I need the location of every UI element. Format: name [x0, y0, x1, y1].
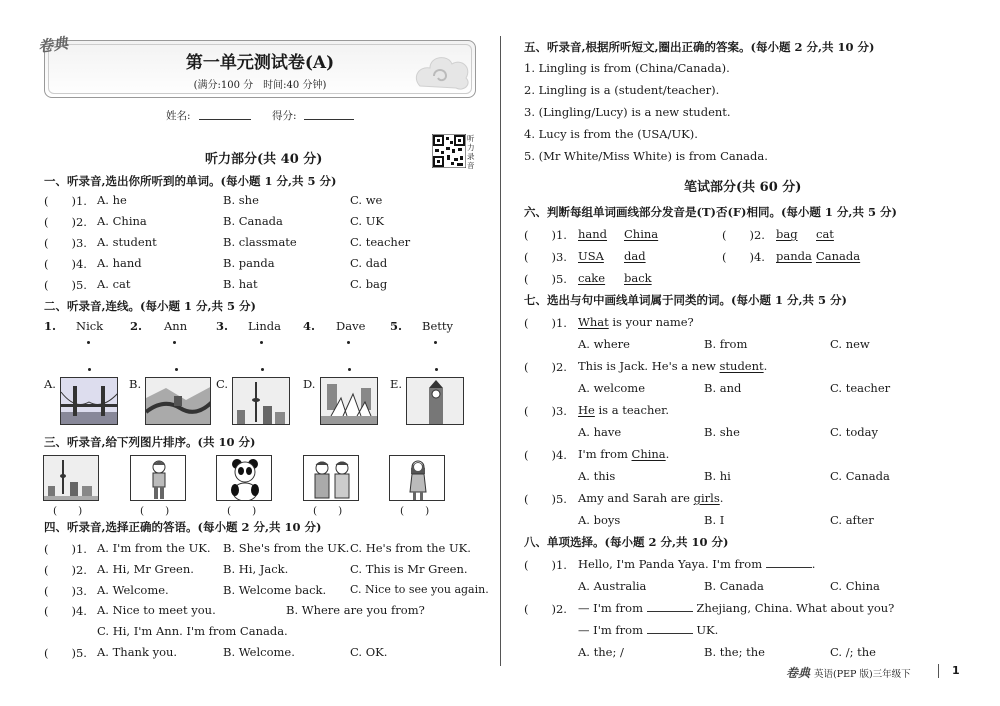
answer-bracket[interactable]: ( )2.	[524, 360, 567, 374]
match-number: 1.	[44, 319, 57, 333]
option-b: B. classmate	[223, 235, 297, 249]
golden-gate-bridge-picture	[60, 377, 118, 425]
qr-label: 听力录音	[467, 134, 475, 170]
section-3-title: 三、听录音,给下列图片排序。(共 10 分)	[44, 435, 256, 449]
big-ben-picture	[406, 377, 464, 425]
listening-title: 听力部分(共 40 分)	[205, 152, 323, 167]
option-a: A. student	[97, 235, 157, 249]
match-dot[interactable]	[348, 368, 351, 371]
match-dot[interactable]	[347, 341, 350, 344]
option-c: C. teacher	[830, 381, 891, 395]
option-c: C. Hi, I'm Ann. I'm from Canada.	[97, 624, 288, 638]
option-b: B. she	[223, 193, 259, 207]
score-field[interactable]	[304, 119, 354, 120]
option-c: C. after	[830, 513, 874, 527]
answer-bracket[interactable]: ( )3.	[524, 250, 567, 264]
answer-bracket[interactable]: ( )1.	[524, 316, 567, 330]
option-b: B. She's from the UK.	[223, 541, 350, 555]
answer-bracket[interactable]: ( )2.	[722, 228, 765, 242]
score-label: 得分:	[272, 110, 297, 122]
name-label: 姓名:	[166, 110, 191, 122]
answer-bracket[interactable]: ( )1.	[524, 558, 567, 572]
section-8-title: 八、单项选择。(每小题 2 分,共 10 分)	[524, 535, 729, 549]
answer-bracket[interactable]: ( )5.	[524, 492, 567, 506]
word-2: China	[624, 227, 659, 241]
list-item: 3. (Lingling/Lucy) is a new student.	[524, 105, 731, 119]
page-title: 第一单元测试卷(A)	[185, 53, 335, 73]
question-sentence: — I'm from UK.	[578, 623, 719, 637]
underlined-word: girls	[693, 491, 720, 505]
answer-bracket[interactable]: ( )2.	[44, 563, 87, 577]
match-dot[interactable]	[88, 368, 91, 371]
answer-bracket[interactable]: ( )5.	[524, 272, 567, 286]
match-number: 2.	[130, 319, 143, 333]
answer-bracket[interactable]: ( )3.	[44, 236, 87, 250]
underlined-word: What	[578, 315, 609, 329]
answer-bracket[interactable]: ( )1.	[524, 228, 567, 242]
question-sentence: — I'm from Zhejiang, China. What about you?	[578, 601, 895, 615]
option-b: B. from	[704, 337, 748, 351]
option-c: C. China	[830, 579, 880, 593]
option-a: A. Welcome.	[97, 583, 169, 597]
city-skyline-picture	[43, 455, 99, 501]
question-sentence: I'm from China.	[578, 447, 670, 461]
section-5-title: 五、听录音,根据所听短文,圈出正确的答案。(每小题 2 分,共 10 分)	[524, 40, 875, 54]
column-divider	[500, 36, 501, 666]
answer-bracket[interactable]: ( )1.	[44, 194, 87, 208]
underlined-word: He	[578, 403, 595, 417]
footer-brand: 卷典	[786, 666, 811, 680]
order-bracket[interactable]: ( )	[313, 505, 343, 517]
answer-bracket[interactable]: ( )4.	[44, 604, 87, 618]
option-c: C. Nice to see you again.	[350, 583, 489, 596]
question-sentence: He is a teacher.	[578, 403, 670, 417]
fill-blank[interactable]	[647, 623, 693, 634]
option-a: A. China	[97, 214, 147, 228]
word-2: Canada	[816, 249, 861, 263]
match-name: Dave	[336, 319, 366, 333]
order-bracket[interactable]: ( )	[140, 505, 170, 517]
option-a: A. Thank you.	[97, 645, 178, 659]
option-c: C. dad	[350, 256, 388, 270]
option-b: B. Where are you from?	[286, 603, 425, 617]
option-b: B. hat	[223, 277, 258, 291]
section-1-title: 一、听录音,选出你所听到的单词。(每小题 1 分,共 5 分)	[44, 174, 337, 188]
answer-bracket[interactable]: ( )1.	[44, 542, 87, 556]
option-c: C. /; the	[830, 645, 876, 659]
sydney-opera-house-picture	[320, 377, 378, 425]
toronto-skyline-picture	[232, 377, 290, 425]
word-1: hand	[578, 227, 608, 241]
option-b: B. panda	[223, 256, 275, 270]
boy-picture	[130, 455, 186, 501]
name-field[interactable]	[199, 119, 251, 120]
answer-bracket[interactable]: ( )4.	[524, 448, 567, 462]
option-a: A. the; /	[578, 645, 624, 659]
option-b: B. she	[704, 425, 740, 439]
option-a: A. welcome	[578, 381, 646, 395]
option-b: B. Welcome back.	[223, 583, 327, 597]
brand-logo: 卷典	[36, 33, 70, 56]
match-dot[interactable]	[87, 341, 90, 344]
picture-label: A.	[44, 377, 56, 391]
option-a: A. cat	[97, 277, 131, 291]
answer-bracket[interactable]: ( )4.	[722, 250, 765, 264]
answer-bracket[interactable]: ( )3.	[524, 404, 567, 418]
option-c: C. OK.	[350, 645, 388, 659]
match-number: 5.	[390, 319, 403, 333]
option-b: B. hi	[704, 469, 731, 483]
fill-blank[interactable]	[766, 557, 812, 568]
option-c: C. He's from the UK.	[350, 541, 471, 555]
option-b: B. and	[704, 381, 742, 395]
option-a: A. hand	[97, 256, 142, 270]
question-sentence: Hello, I'm Panda Yaya. I'm from .	[578, 557, 816, 571]
picture-label: B.	[129, 377, 142, 391]
option-c: C. today	[830, 425, 878, 439]
order-bracket[interactable]: ( )	[53, 505, 83, 517]
word-2: back	[624, 271, 652, 285]
page-subtitle: (满分:100 分 时间:40 分钟)	[193, 80, 327, 91]
list-item: 4. Lucy is from the (USA/UK).	[524, 127, 698, 141]
option-b: B. the; the	[704, 645, 765, 659]
option-a: A. have	[578, 425, 622, 439]
written-title: 笔试部分(共 60 分)	[684, 180, 802, 195]
footer-divider	[938, 664, 939, 678]
match-name: Nick	[76, 319, 104, 333]
answer-bracket[interactable]: ( )3.	[44, 584, 87, 598]
panda-picture	[216, 455, 272, 501]
match-dot[interactable]	[434, 341, 437, 344]
option-a: A. boys	[578, 513, 621, 527]
option-b: B. I	[704, 513, 725, 527]
girl-picture	[389, 455, 445, 501]
answer-bracket[interactable]: ( )5.	[44, 278, 87, 292]
list-item: 5. (Mr White/Miss White) is from Canada.	[524, 149, 768, 163]
section-6-title: 六、判断每组单词画线部分发音是(T)否(F)相同。(每小题 1 分,共 5 分)	[524, 205, 897, 219]
option-c: C. new	[830, 337, 870, 351]
option-c: C. we	[350, 193, 383, 207]
match-dot[interactable]	[261, 368, 264, 371]
option-b: B. Hi, Jack.	[223, 562, 289, 576]
word-1: panda	[776, 249, 812, 263]
match-dot[interactable]	[173, 341, 176, 344]
order-bracket[interactable]: ( )	[400, 505, 430, 517]
underlined-word: China	[631, 447, 666, 461]
match-name: Linda	[248, 319, 281, 333]
answer-bracket[interactable]: ( )5.	[44, 646, 87, 660]
option-a: A. Nice to meet you.	[97, 603, 216, 617]
word-2: cat	[816, 227, 834, 241]
two-boys-picture	[303, 455, 359, 501]
picture-label: D.	[303, 377, 316, 391]
option-b: B. Welcome.	[223, 645, 295, 659]
option-c: C. bag	[350, 277, 388, 291]
answer-bracket[interactable]: ( )2.	[44, 215, 87, 229]
match-dot[interactable]	[175, 368, 178, 371]
match-number: 4.	[303, 319, 316, 333]
question-sentence: Amy and Sarah are girls.	[578, 491, 724, 505]
list-item: 2. Lingling is a (student/teacher).	[524, 83, 720, 97]
section-4-title: 四、听录音,选择正确的答语。(每小题 2 分,共 10 分)	[44, 520, 322, 534]
option-b: B. Canada	[704, 579, 764, 593]
option-c: C. This is Mr Green.	[350, 562, 468, 576]
option-a: A. where	[578, 337, 630, 351]
match-dot[interactable]	[435, 368, 438, 371]
great-wall-picture	[145, 377, 211, 425]
answer-bracket[interactable]: ( )2.	[524, 602, 567, 616]
option-a: A. Australia	[578, 579, 647, 593]
section-7-title: 七、选出与句中画线单词属于同类的词。(每小题 1 分,共 5 分)	[524, 293, 847, 307]
option-b: B. Canada	[223, 214, 283, 228]
picture-label: C.	[216, 377, 229, 391]
word-1: cake	[578, 271, 606, 285]
order-bracket[interactable]: ( )	[227, 505, 257, 517]
option-a: A. he	[97, 193, 127, 207]
match-name: Betty	[422, 319, 453, 333]
page-number: 1	[952, 664, 960, 677]
list-item: 1. Lingling is from (China/Canada).	[524, 61, 730, 75]
fill-blank[interactable]	[647, 601, 693, 612]
word-2: dad	[624, 249, 646, 263]
match-name: Ann	[164, 319, 188, 333]
word-1: USA	[578, 249, 604, 263]
question-sentence: What is your name?	[578, 315, 694, 329]
option-a: A. this	[578, 469, 616, 483]
footer-book: 英语(PEP 版)三年级下	[814, 669, 911, 680]
qr-code-icon[interactable]	[432, 134, 466, 168]
option-c: C. teacher	[350, 235, 411, 249]
option-c: C. UK	[350, 214, 384, 228]
word-1: bag	[776, 227, 798, 241]
section-2-title: 二、听录音,连线。(每小题 1 分,共 5 分)	[44, 299, 256, 313]
option-c: C. Canada	[830, 469, 890, 483]
match-dot[interactable]	[260, 341, 263, 344]
answer-bracket[interactable]: ( )4.	[44, 257, 87, 271]
question-sentence: This is Jack. He's a new student.	[578, 359, 768, 373]
option-a: A. I'm from the UK.	[97, 541, 211, 555]
underlined-word: student	[719, 359, 764, 373]
picture-label: E.	[390, 377, 403, 391]
option-a: A. Hi, Mr Green.	[97, 562, 194, 576]
match-number: 3.	[216, 319, 229, 333]
